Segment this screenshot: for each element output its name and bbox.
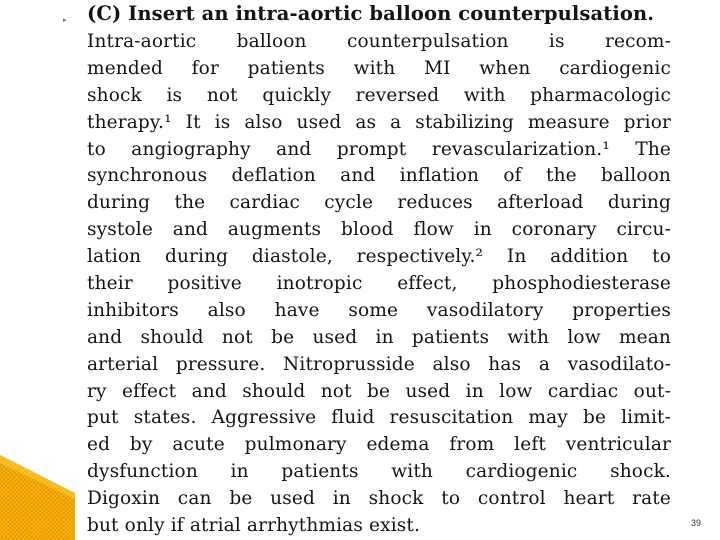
body-line: Intra-aortic balloon counterpulsation is recom- bbox=[87, 31, 671, 52]
body-line: ry effect and should not be used in low cardiac out- bbox=[87, 380, 671, 402]
body-line: mended for patients with MI when cardiogenic bbox=[87, 57, 671, 79]
body-line: arterial pressure. Nitroprusside also has a vasodilato- bbox=[87, 353, 671, 375]
body-line: their positive inotropic effect, phosphodiesterase bbox=[87, 273, 671, 295]
body-line: during the cardiac cycle reduces afterload during bbox=[87, 192, 671, 214]
body-line: therapy.¹ It is also used as a stabilizing measure prior bbox=[87, 111, 671, 133]
body-line: ed by acute pulmonary edema from left ventricular bbox=[87, 434, 671, 456]
body-line: systole and augments blood flow in coronary circu- bbox=[87, 219, 671, 241]
bullet-arrow-icon: ▸ bbox=[63, 16, 67, 24]
body-line: synchronous deflation and inflation of the balloon bbox=[87, 165, 671, 187]
body-line: put states. Aggressive fluid resuscitation may be limit- bbox=[87, 407, 671, 429]
page-number: 39 bbox=[691, 518, 702, 528]
body-line: Digoxin can be used in shock to control heart rate bbox=[87, 488, 671, 510]
scanned-text-block bbox=[87, 2, 671, 539]
body-line: dysfunction in patients with cardiogenic shock. bbox=[87, 461, 671, 483]
body-line: and should not be used in patients with low mean bbox=[87, 326, 671, 348]
body-line: shock is not quickly reversed with pharmacologic bbox=[87, 84, 671, 106]
body-line: to angiography and prompt revascularization.¹ The bbox=[87, 138, 671, 160]
body-line: but only if atrial arrhythmias exist. bbox=[87, 515, 421, 537]
body-line: inhibitors also have some vasodilatory properties bbox=[87, 299, 671, 321]
corner-decoration bbox=[0, 455, 75, 540]
body-line: lation during diastole, respectively.² In addition to bbox=[87, 246, 671, 268]
answer-heading: (C) Insert an intra-aortic balloon counterpulsation. bbox=[87, 2, 655, 25]
